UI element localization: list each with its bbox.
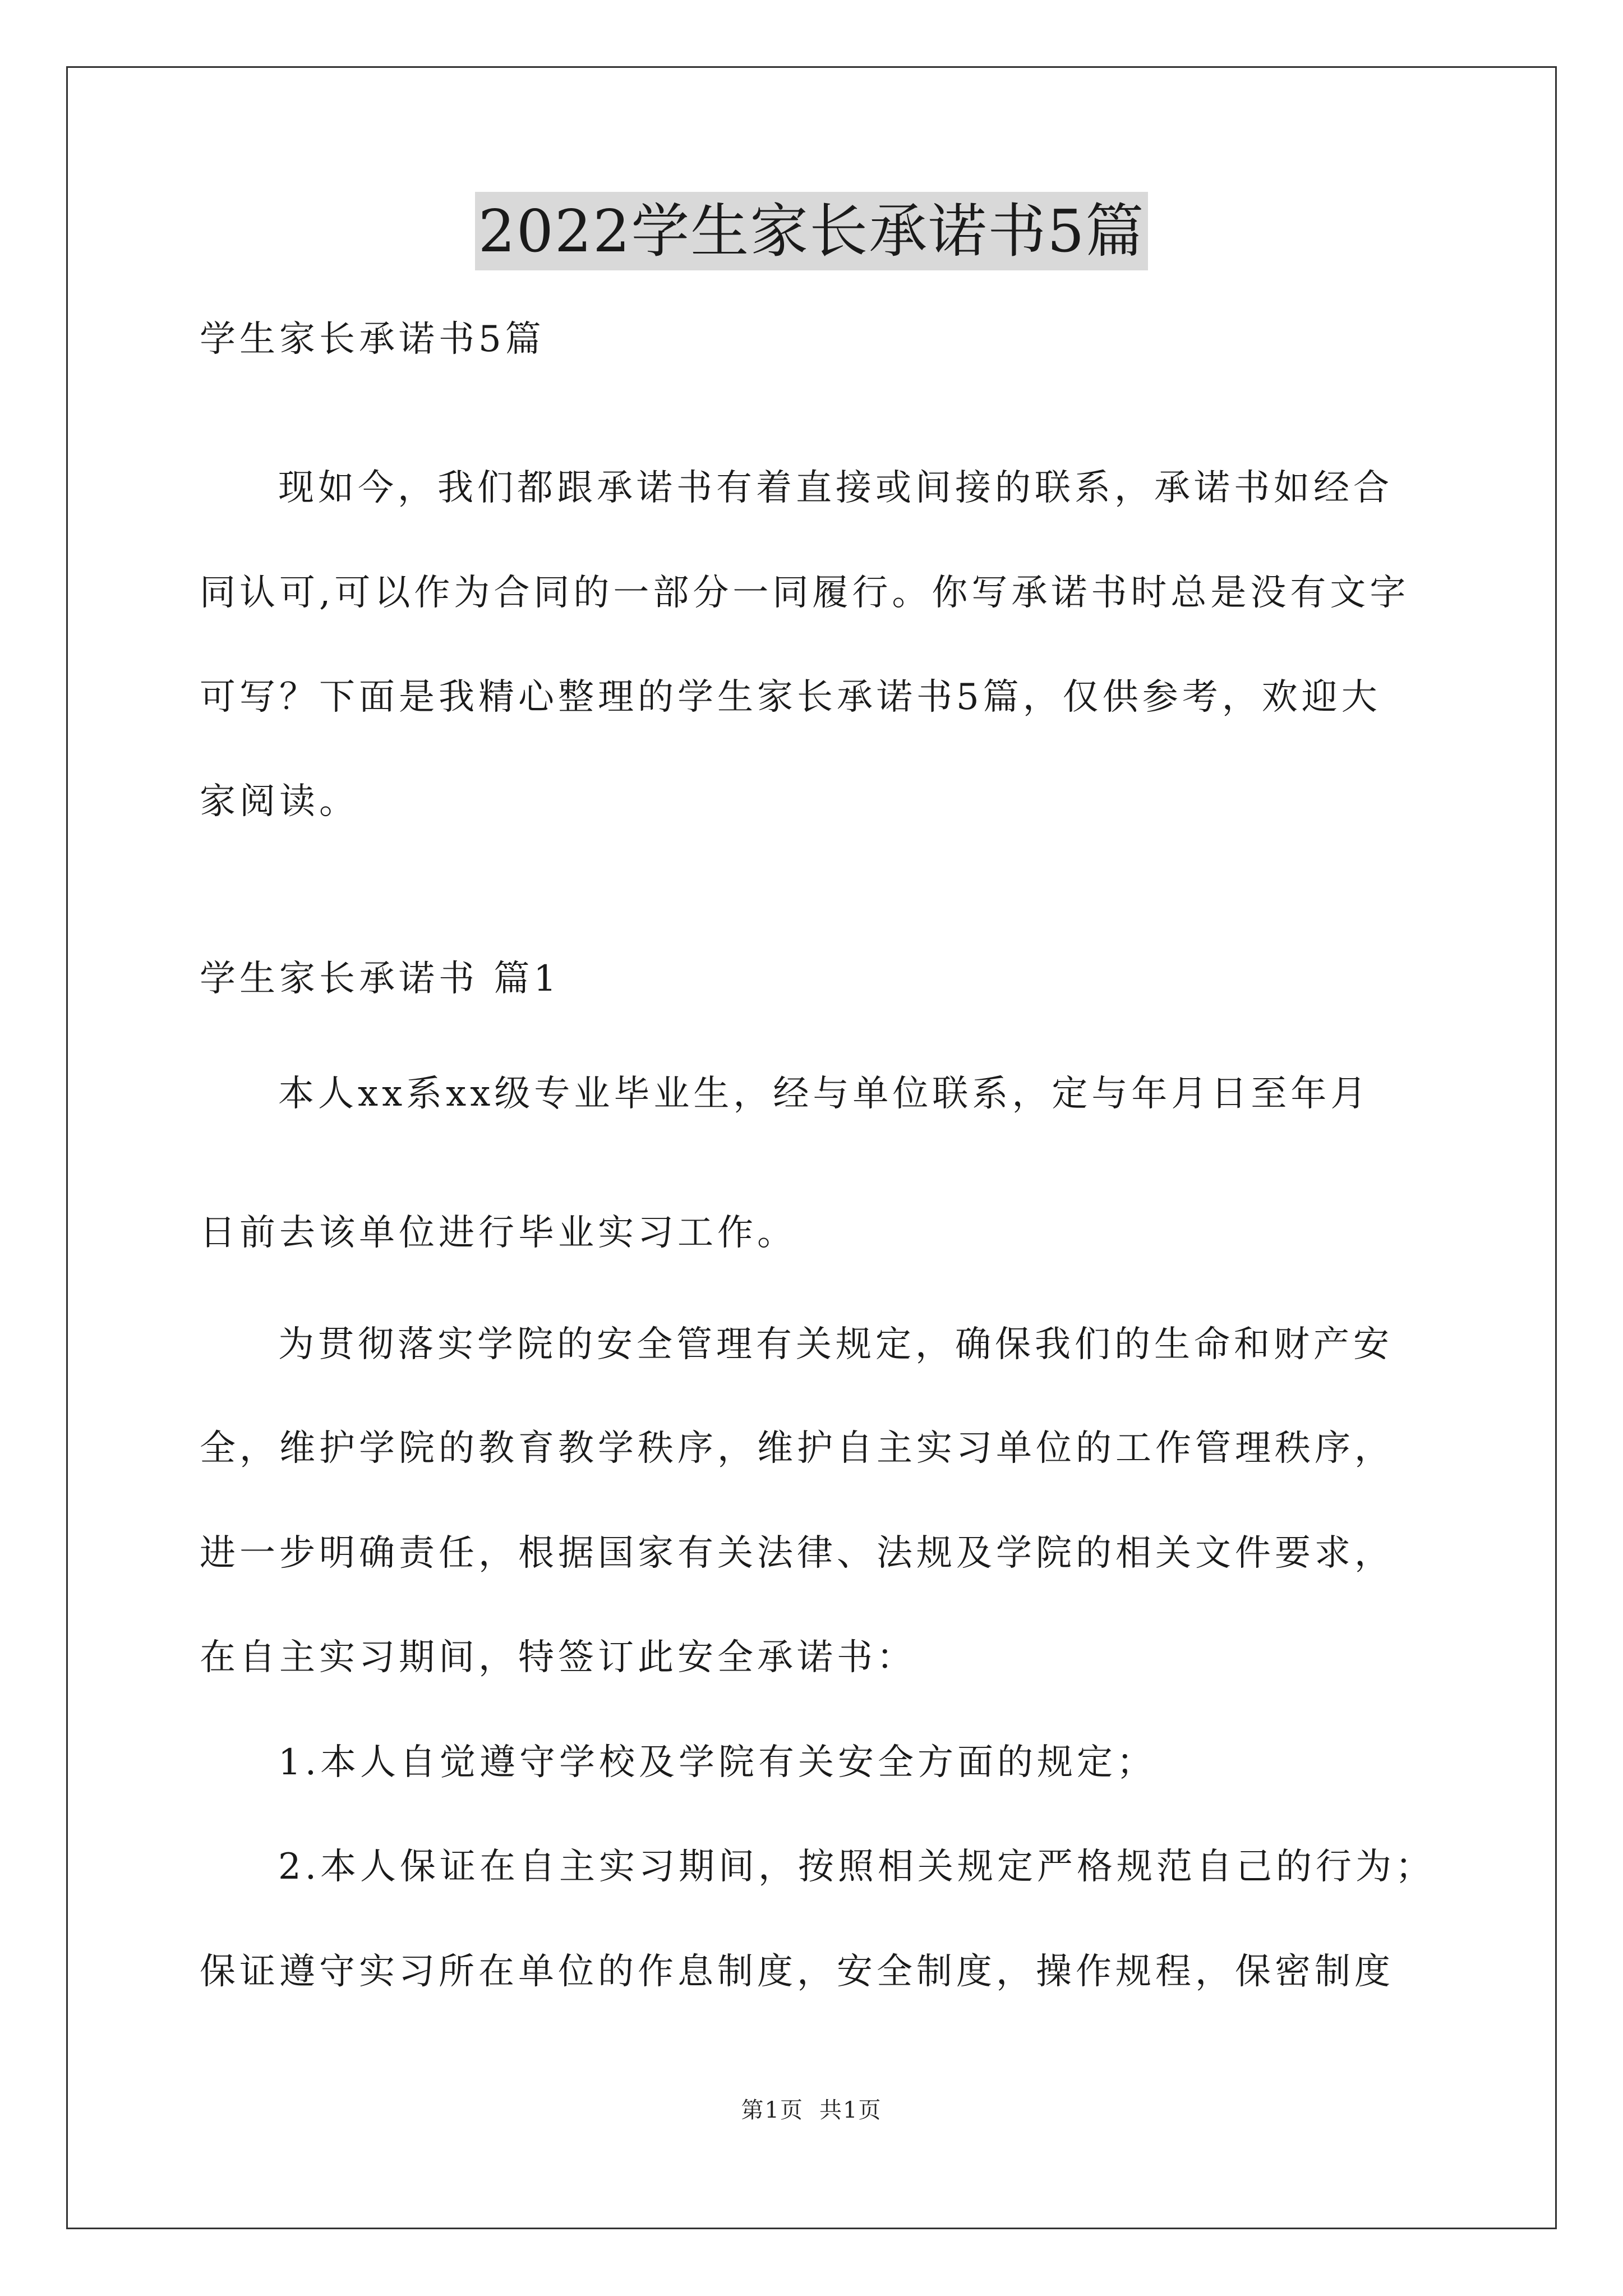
paragraph-line: 为贯彻落实学院的安全管理有关规定，确保我们的生命和财产安 bbox=[278, 1324, 1393, 1365]
paragraph-line: 保证遵守实习所在单位的作息制度，安全制度，操作规程，保密制度 bbox=[200, 1951, 1394, 1993]
paragraph-line: 可写？下面是我精心整理的学生家长承诺书5篇，仅供参考，欢迎大 bbox=[200, 677, 1381, 718]
title-wrapper bbox=[0, 192, 1623, 270]
paragraph-line: 本人xx系xx级专业毕业生，经与单位联系，定与年月日至年月 bbox=[278, 1073, 1371, 1115]
paragraph-line: 同认可,可以作为合同的一部分一同履行。你写承诺书时总是没有文字 bbox=[200, 572, 1410, 614]
paragraph-line: 全，维护学院的教育教学秩序，维护自主实习单位的工作管理秩序， bbox=[200, 1428, 1394, 1469]
subtitle-line: 学生家长承诺书5篇 bbox=[200, 319, 545, 360]
list-item: 2.本人保证在自主实习期间，按照相关规定严格规范自己的行为； bbox=[278, 1846, 1436, 1888]
document-title: 2022学生家长承诺书5篇 bbox=[475, 192, 1149, 270]
page-total: 共1页 bbox=[819, 2097, 882, 2123]
paragraph-line: 进一步明确责任，根据国家有关法律、法规及学院的相关文件要求， bbox=[200, 1533, 1394, 1574]
page-border bbox=[66, 66, 1557, 2229]
paragraph-line: 在自主实习期间，特签订此安全承诺书： bbox=[200, 1637, 916, 1678]
page-number: 第1页 bbox=[741, 2097, 804, 2123]
paragraph-line: 日前去该单位进行毕业实习工作。 bbox=[200, 1212, 797, 1254]
page-footer bbox=[0, 2092, 1623, 2124]
paragraph-line: 现如今，我们都跟承诺书有着直接或间接的联系，承诺书如经合 bbox=[278, 467, 1393, 509]
paragraph-line: 家阅读。 bbox=[200, 781, 359, 822]
list-item: 1.本人自觉遵守学校及学院有关安全方面的规定； bbox=[278, 1742, 1157, 1783]
section-heading: 学生家长承诺书 篇1 bbox=[200, 958, 561, 1000]
